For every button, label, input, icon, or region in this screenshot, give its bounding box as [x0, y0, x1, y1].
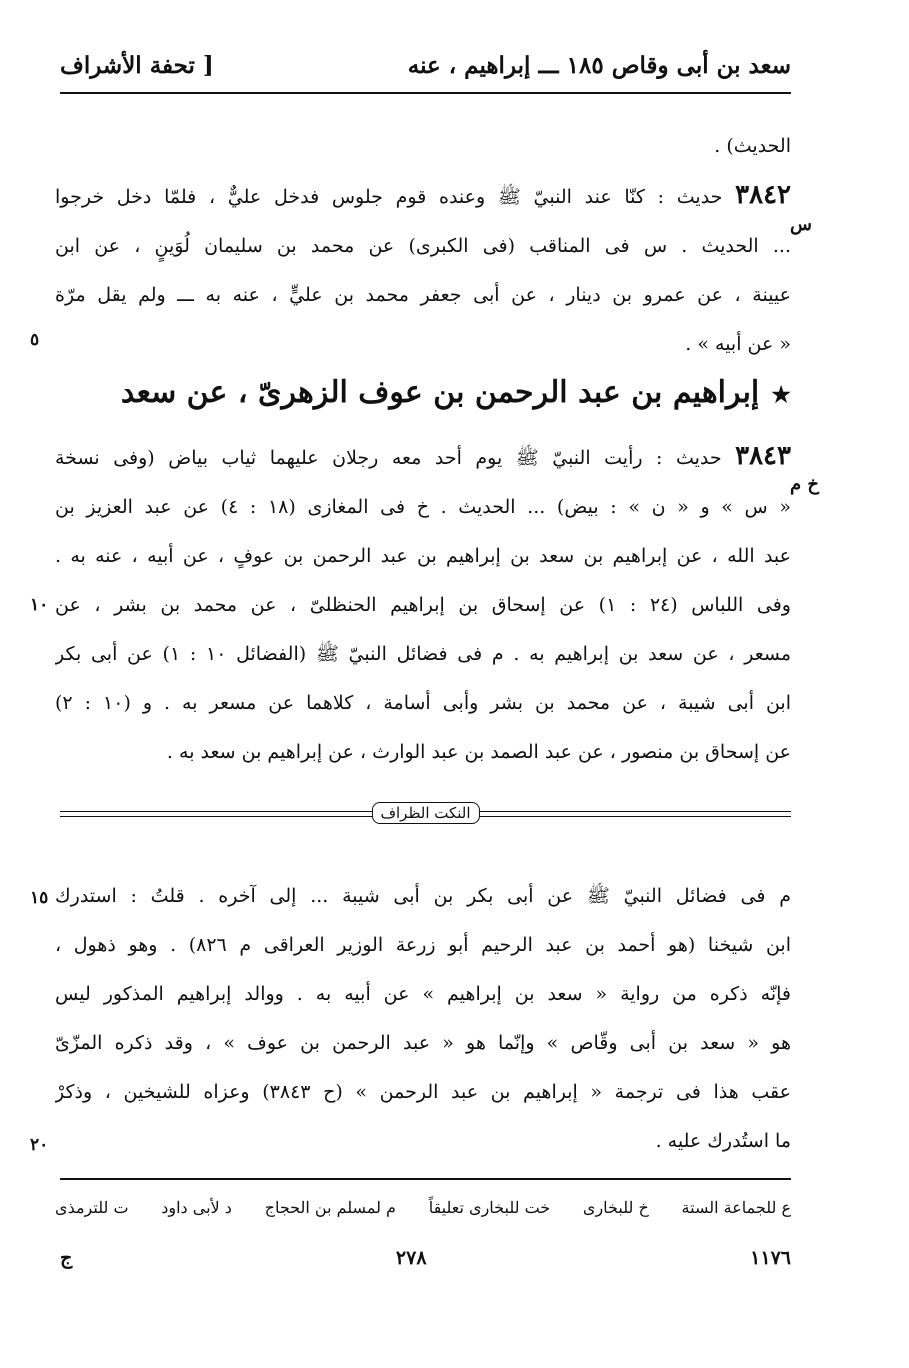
abbreviation-item: م لمسلم بن الحجاج: [264, 1197, 396, 1217]
text-line: فإنّه ذكره من رواية « سعد بن إبراهيم » عن أبيه به . ووالد إبراهيم المذكور ليس: [55, 983, 791, 1005]
divider-label: النكت الظراف: [371, 802, 479, 824]
hadith-entry-3842: [55, 171, 791, 369]
text-line: هو « سعد بن أبى وقّاص » وإنّما هو « عبد الرحمن بن عوف » ، وقد ذكره المزّىّ: [55, 1032, 791, 1054]
abbreviation-item: ع للجماعة الستة: [681, 1197, 791, 1217]
abbreviation-item: ت للترمذى: [55, 1197, 129, 1217]
line-number: ٥: [30, 330, 40, 350]
nukat-commentary: [55, 872, 791, 1166]
text-line: « عن أبيه » .: [685, 333, 791, 355]
section-heading: [120, 375, 791, 410]
text-line: ما استُدرك عليه .: [655, 1130, 791, 1152]
nukat-divider: [60, 802, 791, 824]
text-line: عيينة ، عن عمرو بن دينار ، عن أبى جعفر محمد بن عليٍّ ، عنه به ـــ ولم يقل مرّة: [55, 284, 791, 306]
previous-entry-tail: [55, 122, 791, 171]
text-line: وفى اللباس (٢٤ : ١) عن إسحاق بن إبراهيم الحنظلىّ ، عن محمد بن بشر ، عن: [55, 594, 791, 616]
text-line: ابن أبى شيبة ، عن محمد بن بشر وأبى أسامة ، كلاهما عن مسعر به . و (١٠ : ٢): [55, 692, 791, 714]
abbreviation-item: خت للبخارى تعليقاً: [428, 1197, 551, 1217]
part-letter: ج: [60, 1247, 73, 1269]
footer-rule: [60, 1178, 791, 1180]
abbreviation-item: خ للبخارى: [582, 1197, 649, 1217]
volume-page-number: ١١٧٦: [750, 1247, 791, 1269]
margin-siglum: خ م: [790, 474, 820, 495]
page-number: ٢٧٨: [395, 1247, 427, 1269]
text-line: [55, 432, 791, 483]
text-line: ابن شيخنا (هو أحمد بن عبد الرحيم أبو زرعة الوزير العراقى م ٨٢٦) . وهو ذهول ،: [55, 934, 791, 956]
text-line: مسعر ، عن سعد بن إبراهيم به . م فى فضائل النبيّ ﷺ (الفضائل ١٠ : ١) عن أبى بكر: [55, 643, 791, 665]
header-right-title: سعد بن أبى وقاص ١٨٥ ـــ إبراهيم ، عنه: [407, 51, 791, 79]
text-line: عن إسحاق بن منصور ، عن عبد الصمد بن عبد الوارث ، عن إبراهيم بن سعد به .: [166, 741, 791, 763]
star-icon: ★: [771, 382, 791, 408]
hadith-entry-3843: [55, 432, 791, 777]
line-text: حديث : كنّا عند النبيّ ﷺ وعنده قوم جلوس فدخل عليٌّ ، فلمّا دخل خرجوا: [55, 186, 723, 208]
hadith-number: ٣٨٤٣: [735, 441, 791, 471]
section-heading-text: إبراهيم بن عبد الرحمن بن عوف الزهرىّ ، عن سعد: [120, 375, 760, 410]
text-line: « س » و « ن » : بيض) ... الحديث . خ فى المغازى (١٨ : ٤) عن عبد العزيز بن: [55, 496, 791, 518]
text-line: م فى فضائل النبيّ ﷺ عن أبى بكر بن أبى شيبة ... إلى آخره . قلتُ : استدرك: [55, 885, 791, 907]
abbreviation-key: [55, 1192, 791, 1222]
header-left-title: [ تحفة الأشراف: [60, 51, 214, 79]
hadith-number: ٣٨٤٢: [735, 180, 791, 210]
text-line: الحديث) .: [714, 135, 791, 157]
abbreviation-item: د لأبى داود: [161, 1197, 232, 1217]
line-number: ١٠: [30, 595, 49, 615]
page-footer: [60, 1243, 791, 1273]
text-line: عقب هذا فى ترجمة « إبراهيم بن عبد الرحمن » (ح ٣٨٤٣) وعزاه للشيخين ، وذكرْ: [55, 1081, 791, 1103]
text-line: عبد الله ، عن إبراهيم بن سعد بن إبراهيم بن عبد الرحمن بن عوفٍ ، عن أبيه ، عنه به .: [55, 545, 791, 567]
line-number: ٢٠: [30, 1135, 49, 1155]
margin-siglum: س: [790, 214, 812, 235]
running-header: [60, 45, 791, 85]
line-number: ١٥: [30, 888, 49, 908]
text-line: [55, 171, 791, 222]
header-rule: [60, 92, 791, 94]
line-text: حديث : رأيت النبيّ ﷺ يوم أحد معه رجلان عليهما ثياب بياض (وفى نسخة: [55, 447, 722, 469]
text-line: ... الحديث . س فى المناقب (فى الكبرى) عن محمد بن سليمان لُوَينٍ ، عن ابن: [55, 235, 791, 257]
